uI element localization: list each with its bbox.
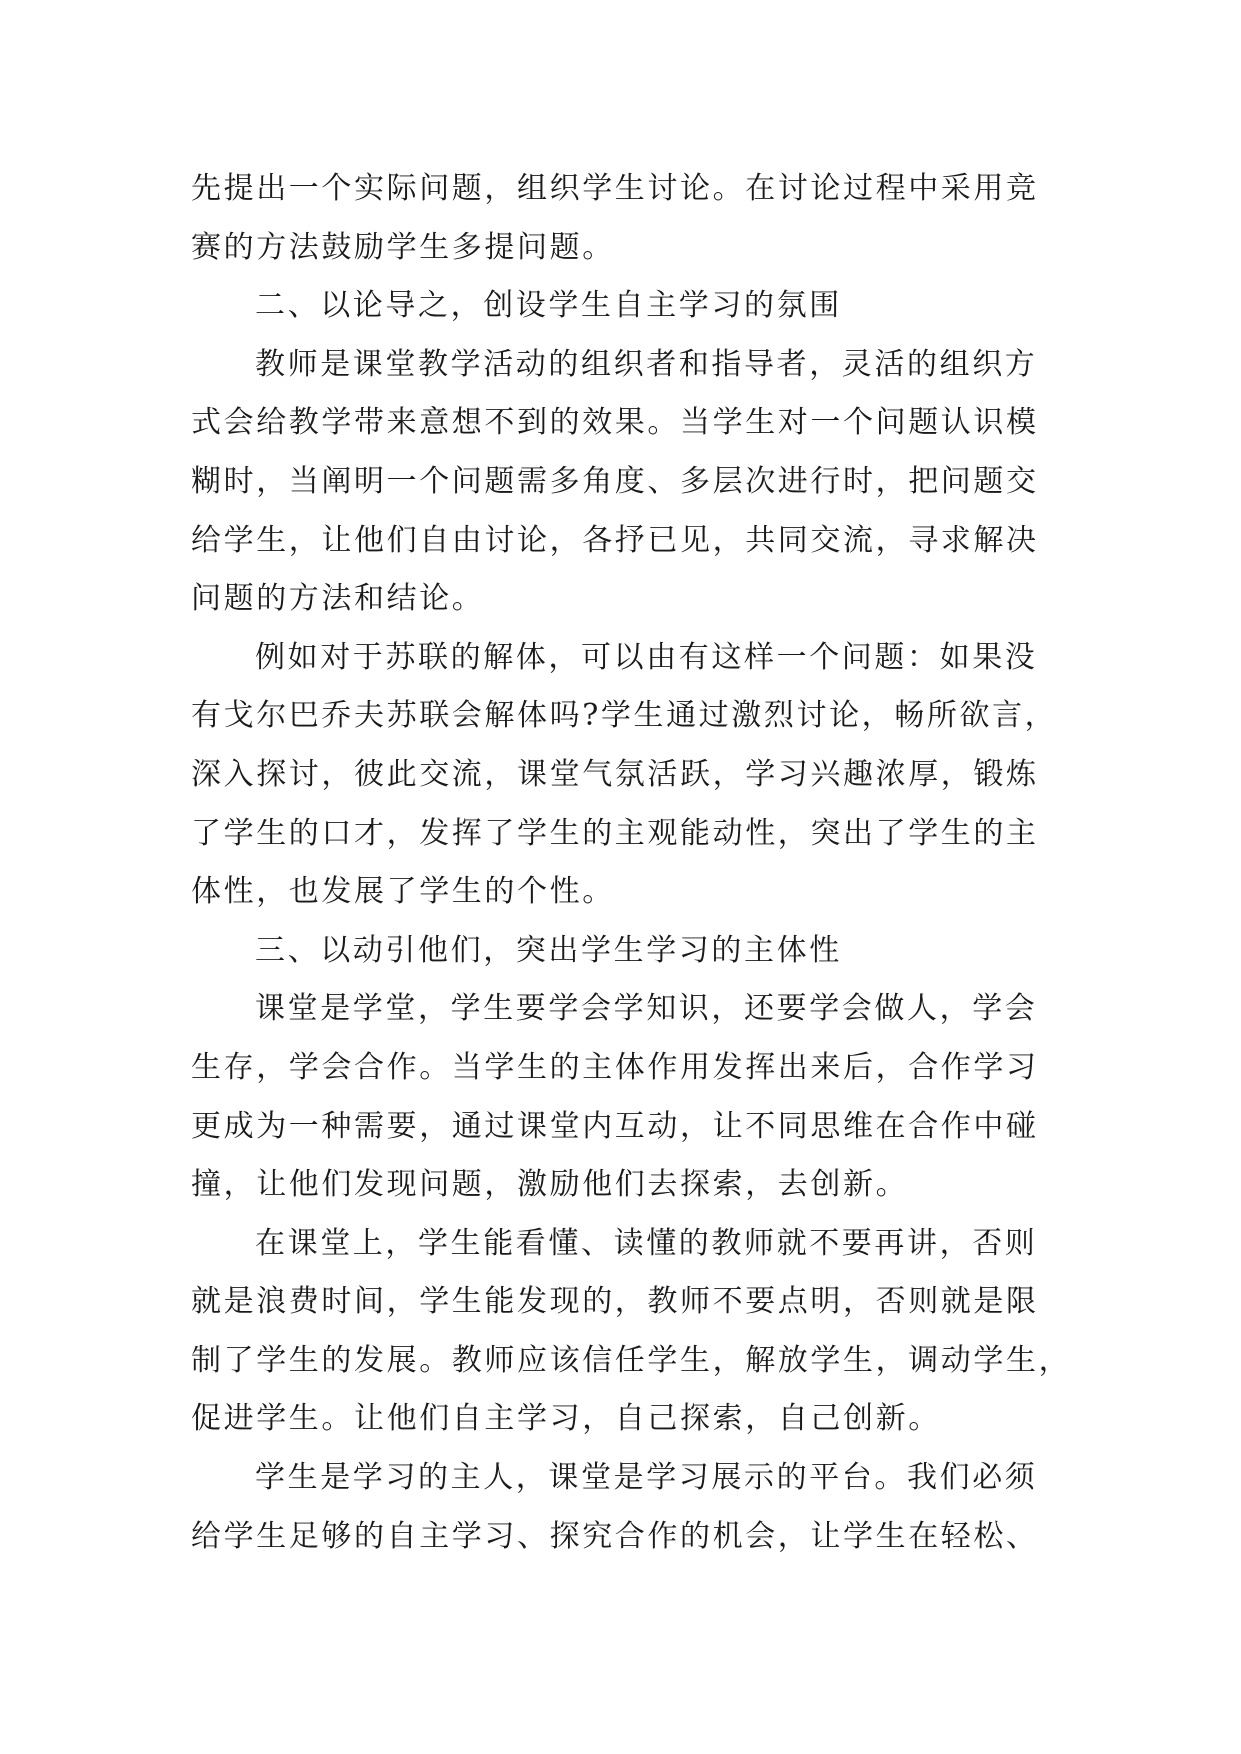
- text-line: 糊时，当阐明一个问题需多角度、多层次进行时，把问题交: [191, 463, 1039, 499]
- text-line: 例如对于苏联的解体，可以由有这样一个问题：如果没: [255, 639, 1038, 675]
- text-line: 促进学生。让他们自主学习，自己探索，自己创新。: [191, 1401, 941, 1437]
- text-line: 制了学生的发展。教师应该信任学生，解放学生，调动学生，: [191, 1342, 1072, 1378]
- text-line: 问题的方法和结论。: [191, 581, 485, 617]
- text-line: 式会给教学带来意想不到的效果。当学生对一个问题认识模: [191, 405, 1039, 441]
- text-line: 更成为一种需要，通过课堂内互动，让不同思维在合作中碰: [191, 1108, 1039, 1144]
- text-line: 给学生，让他们自由讨论，各抒已见，共同交流，寻求解决: [191, 522, 1039, 558]
- text-line: 体性，也发展了学生的个性。: [191, 874, 615, 910]
- text-line: 撞，让他们发现问题，激励他们去探索，去创新。: [191, 1167, 909, 1203]
- text-line: 三、以动引他们，突出学生学习的主体性: [255, 932, 842, 968]
- text-line: 就是浪费时间，学生能发现的，教师不要点明，否则就是限: [191, 1284, 1039, 1320]
- text-line: 了学生的口才，发挥了学生的主观能动性，突出了学生的主: [191, 815, 1039, 851]
- text-line: 在课堂上，学生能看懂、读懂的教师就不要再讲，否则: [255, 1225, 1038, 1261]
- text-line: 赛的方法鼓励学生多提问题。: [191, 229, 615, 265]
- body-text: [191, 160, 1071, 1566]
- text-line: 教师是课堂教学活动的组织者和指导者，灵活的组织方: [255, 346, 1038, 382]
- text-line: 有戈尔巴乔夫苏联会解体吗?学生通过激烈讨论，畅所欲言，: [191, 698, 1058, 734]
- text-line: 二、以论导之，创设学生自主学习的氛围: [255, 288, 842, 324]
- text-line: 深入探讨，彼此交流，课堂气氛活跃，学习兴趣浓厚，锻炼: [191, 756, 1039, 792]
- text-line: 学生是学习的主人，课堂是学习展示的平台。我们必须: [255, 1460, 1038, 1496]
- text-line: 生存，学会合作。当学生的主体作用发挥出来后，合作学习: [191, 1049, 1039, 1085]
- text-line: 先提出一个实际问题，组织学生讨论。在讨论过程中采用竞: [191, 171, 1039, 206]
- text-line: 给学生足够的自主学习、探究合作的机会，让学生在轻松、: [191, 1518, 1039, 1554]
- text-line: 课堂是学堂，学生要学会学知识，还要学会做人，学会: [255, 991, 1038, 1027]
